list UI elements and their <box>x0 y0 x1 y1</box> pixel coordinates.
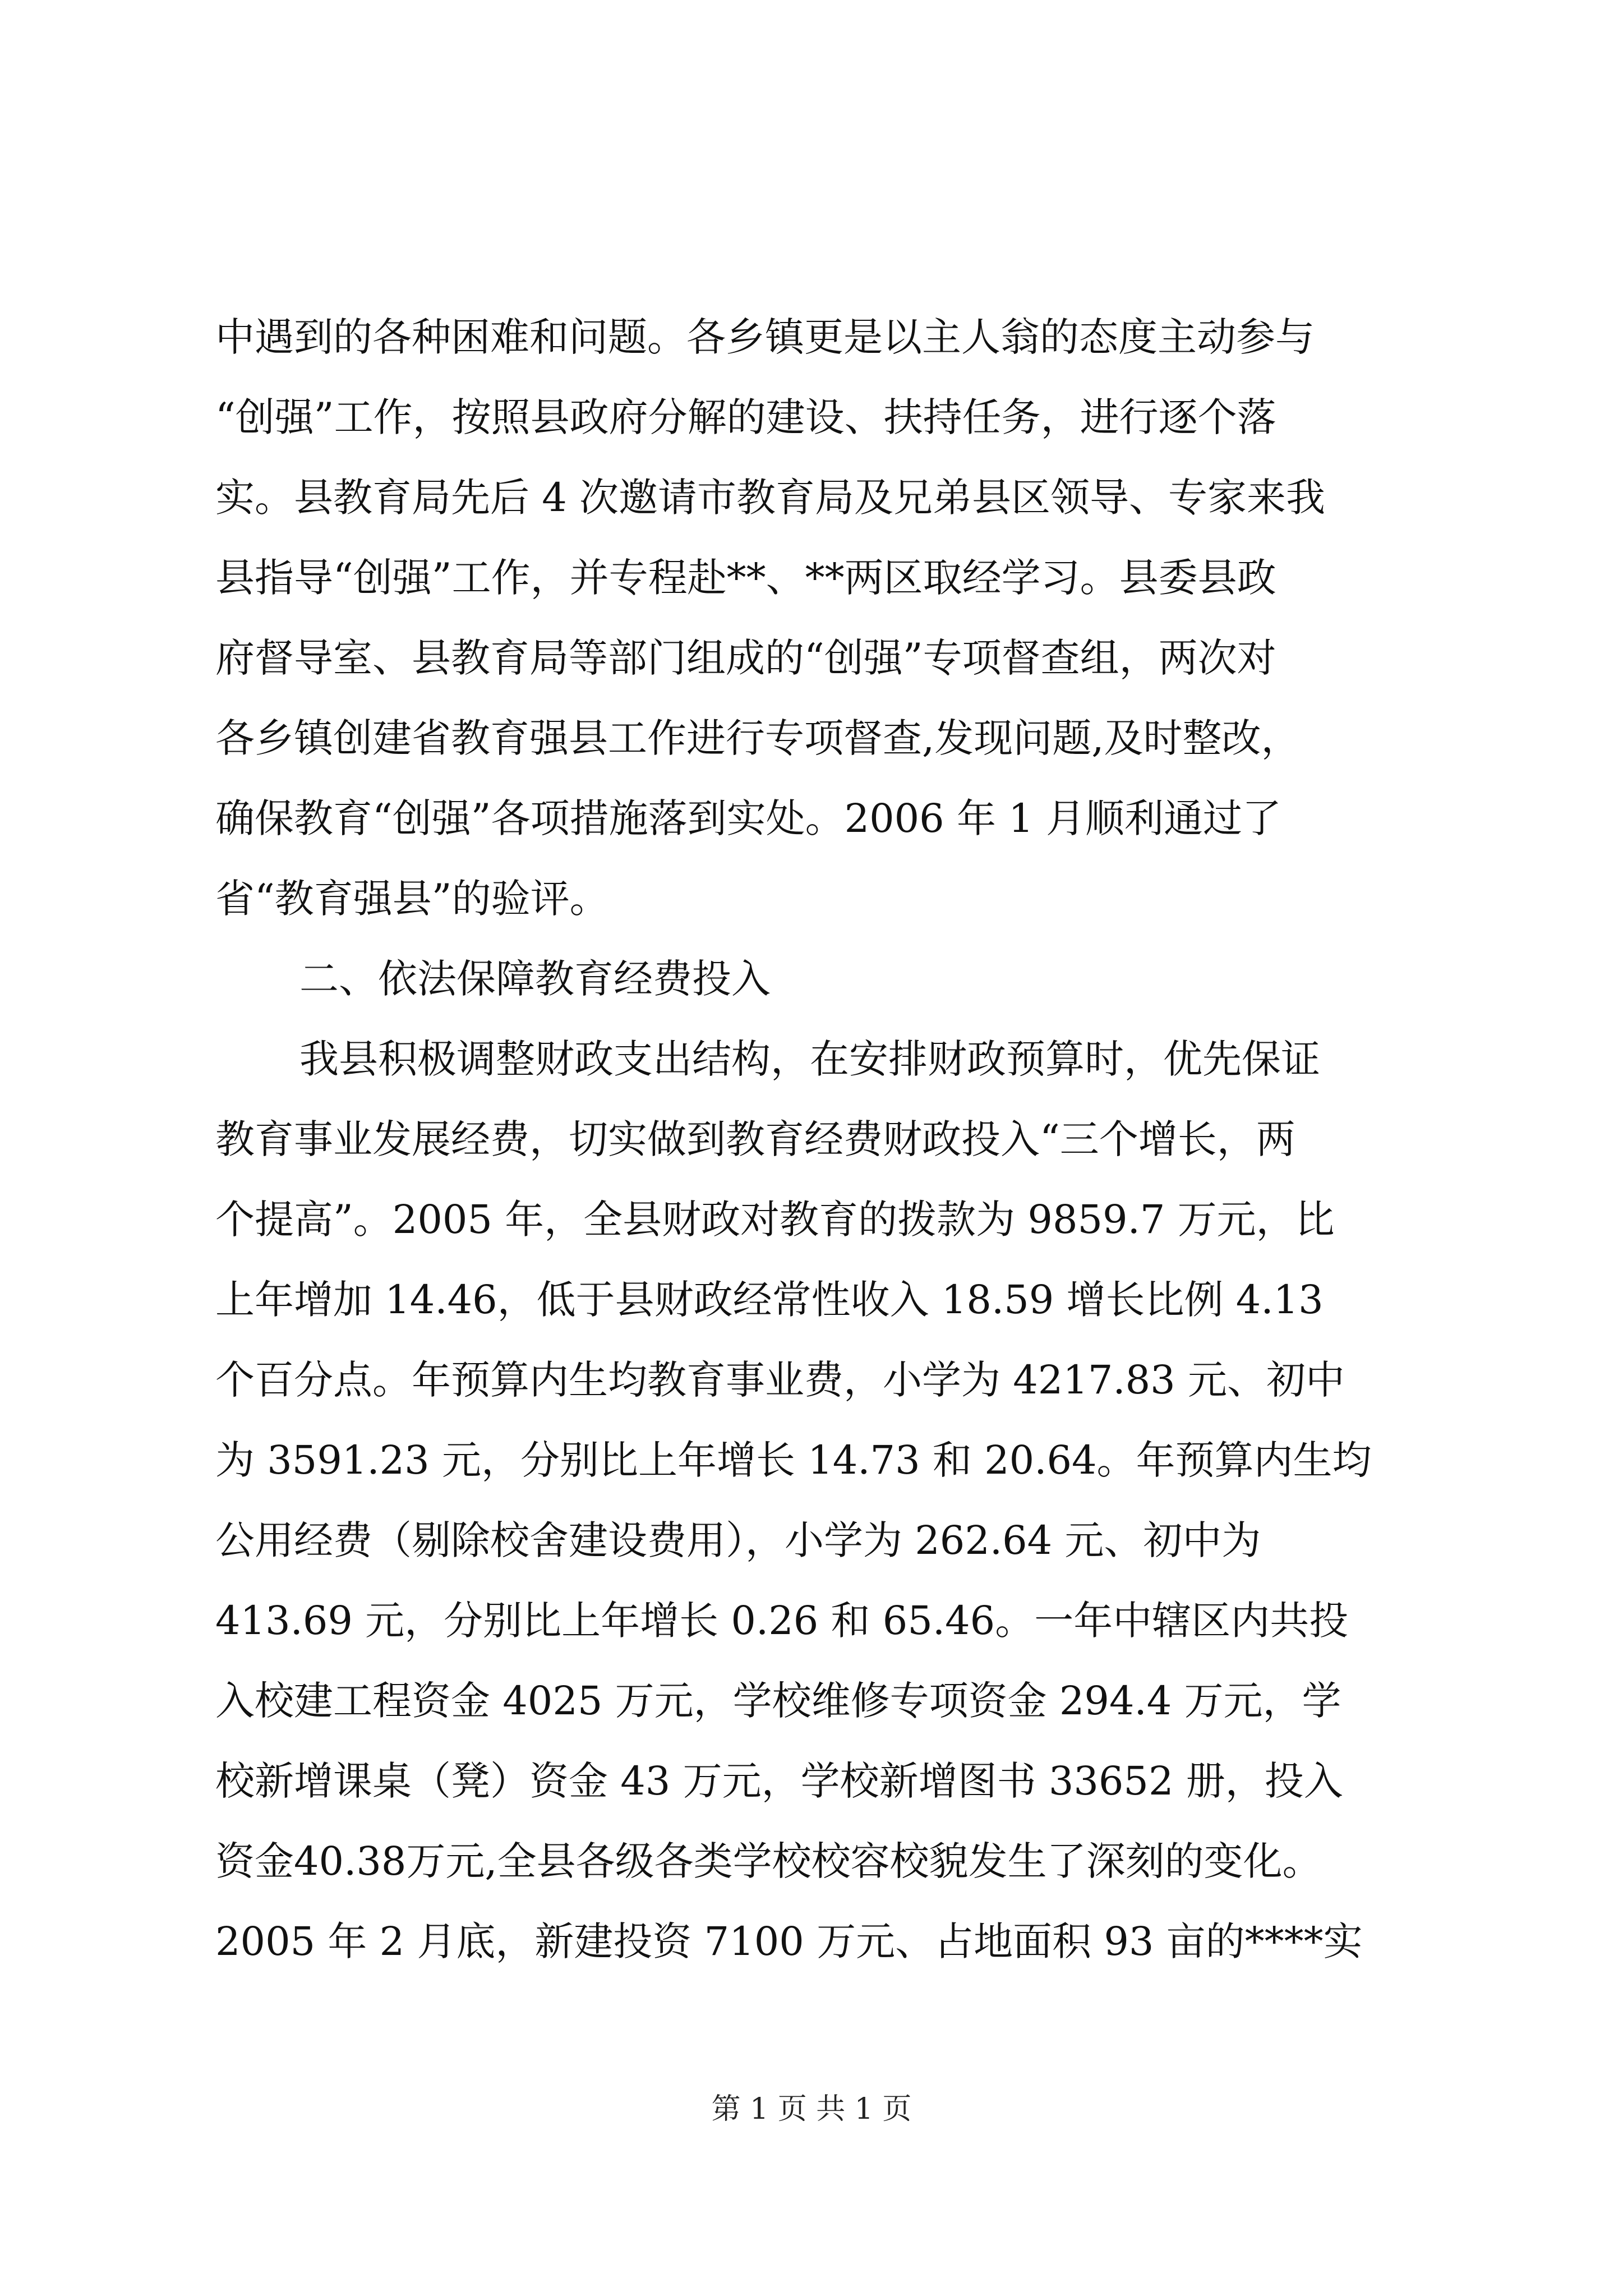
paragraph-line: 教育事业发展经费，切实做到教育经费财政投入“三个增长，两 <box>215 1116 1295 1162</box>
paragraph-line: 入校建工程资金 4025 万元，学校维修专项资金 294.4 万元，学 <box>215 1678 1341 1724</box>
paragraph-line: 资金40.38万元,全县各级各类学校校容校貌发生了深刻的变化。 <box>215 1838 1322 1884</box>
paragraph-line: 个提高”。2005 年，全县财政对教育的拨款为 9859.7 万元，比 <box>215 1197 1335 1243</box>
paragraph-line-indented: 二、依法保障教育经费投入 <box>299 956 771 1002</box>
paragraph-line: 府督导室、县教育局等部门组成的“创强”专项督查组，两次对 <box>215 635 1276 681</box>
paragraph-line: 2005 年 2 月底，新建投资 7100 万元、占地面积 93 亩的****实 <box>215 1918 1363 1964</box>
paragraph-line: 实。县教育局先后 4 次邀请市教育局及兄弟县区领导、专家来我 <box>215 475 1326 521</box>
paragraph-line: 413.69 元，分别比上年增长 0.26 和 65.46。一年中辖区内共投 <box>215 1598 1349 1644</box>
paragraph-line: 校新增课桌（凳）资金 43 万元，学校新增图书 33652 册，投入 <box>215 1758 1343 1804</box>
paragraph-line: 各乡镇创建省教育强县工作进行专项督查,发现问题,及时整改， <box>215 715 1301 761</box>
document-body <box>215 297 1415 1982</box>
paragraph-line: 省“教育强县”的验评。 <box>215 876 609 922</box>
paragraph-line: 公用经费（剔除校舍建设费用），小学为 262.64 元、初中为 <box>215 1517 1261 1563</box>
paragraph-line: 为 3591.23 元，分别比上年增长 14.73 和 20.64。年预算内生均 <box>215 1437 1372 1483</box>
paragraph-line: 上年增加 14.46，低于县财政经常性收入 18.59 增长比例 4.13 <box>215 1277 1324 1323</box>
paragraph-line: 确保教育“创强”各项措施落到实处。2006 年 1 月顺利通过了 <box>215 795 1282 841</box>
paragraph-line: 县指导“创强”工作，并专程赴**、**两区取经学习。县委县政 <box>215 555 1276 601</box>
page-footer: 第 1 页 共 1 页 <box>711 2092 912 2126</box>
paragraph-line: “创强”工作，按照县政府分解的建设、扶持任务，进行逐个落 <box>215 394 1276 440</box>
paragraph-line: 中遇到的各种困难和问题。各乡镇更是以主人翁的态度主动参与 <box>215 314 1315 360</box>
paragraph-line: 个百分点。年预算内生均教育事业费，小学为 4217.83 元、初中 <box>215 1357 1345 1403</box>
paragraph-line-indented: 我县积极调整财政支出结构，在安排财政预算时，优先保证 <box>299 1036 1320 1082</box>
